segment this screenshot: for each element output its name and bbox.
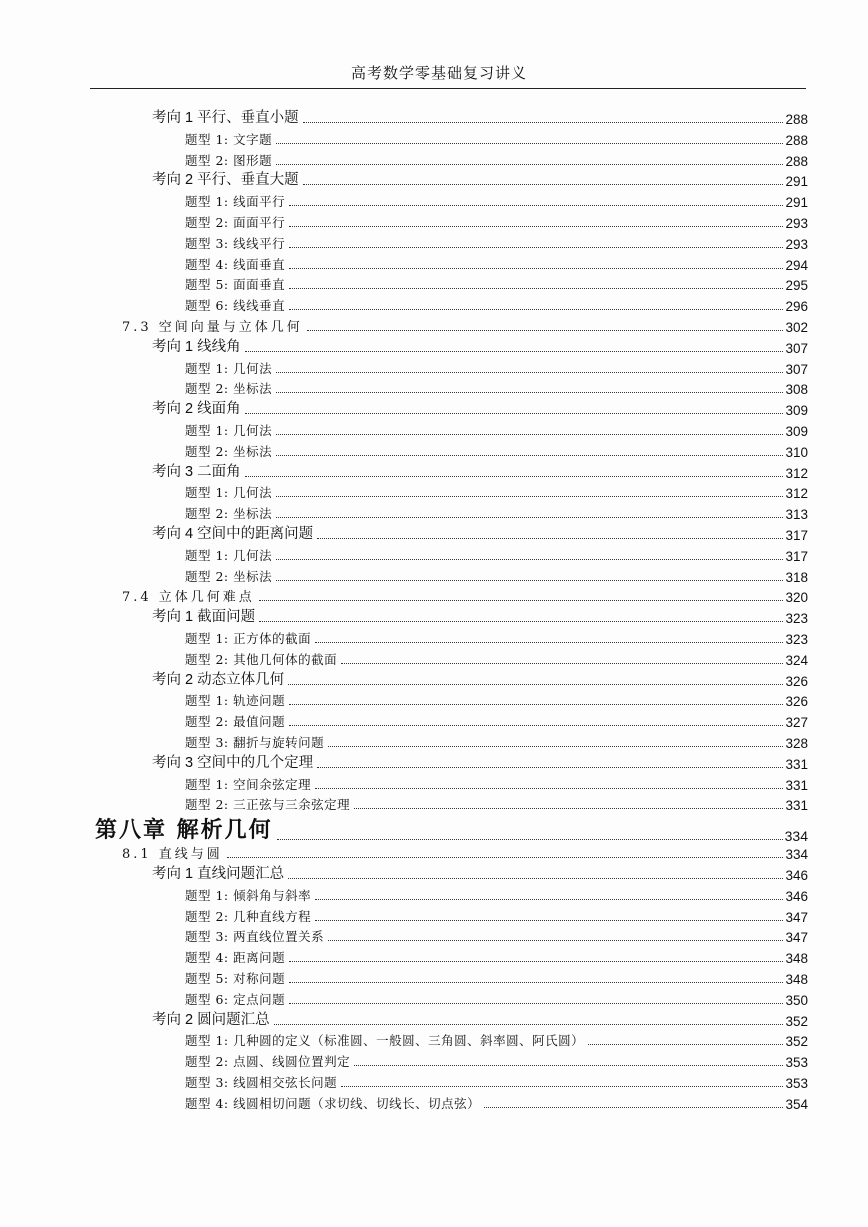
toc-leader-dots [341,663,783,664]
toc-entry-page: 350 [785,992,808,1008]
toc-entry[interactable] [185,905,808,925]
toc-entry-label: 考向 1 平行、垂直小题 [152,110,299,126]
toc-entry-page: 312 [785,465,808,481]
toc-entry[interactable] [185,988,808,1008]
toc-entry[interactable] [152,169,808,189]
toc-entry-label: 题型 2: 图形题 [185,152,273,168]
toc-entry-label: 考向 3 二面角 [152,463,241,480]
toc-entry-label: 题型 5: 面面垂直 [185,277,286,293]
toc-entry-page: 353 [785,1076,808,1091]
toc-leader-dots [315,642,783,643]
toc-entry[interactable] [185,273,808,293]
toc-entry[interactable] [152,398,808,418]
toc-entry-page: 328 [785,736,808,751]
toc-entry[interactable] [152,1009,808,1029]
toc-leader-dots [276,517,783,518]
toc-entry-page: 334 [784,828,808,845]
toc-entry-page: 331 [785,756,808,772]
toc-entry-label: 题型 2: 坐标法 [185,506,273,522]
toc-entry-label: 题型 6: 定点问题 [185,991,286,1007]
toc-entry-label: 考向 2 圆问题汇总 [152,1011,270,1028]
toc-leader-dots [289,247,783,248]
toc-leader-dots [245,351,784,352]
toc-entry[interactable] [185,1092,808,1112]
toc-entry-label: 题型 2: 坐标法 [185,443,273,459]
toc-entry-page: 288 [785,153,808,169]
toc-entry[interactable] [185,294,808,314]
toc-entry-page: 346 [785,868,808,883]
toc-leader-dots [277,839,783,840]
toc-entry-label: 8.1 直线与圆 [122,847,223,863]
toc-entry-page: 307 [785,361,808,377]
toc-leader-dots [303,184,784,185]
toc-entry-page: 309 [785,424,808,439]
toc-entry[interactable] [185,149,808,169]
toc-leader-dots [259,600,784,601]
toc-leader-dots [288,878,783,879]
toc-entry[interactable] [185,419,808,439]
toc-entry[interactable] [185,211,808,231]
toc-entry-page: 288 [785,112,808,127]
toc-entry-label: 题型 2: 其他几何体的截面 [185,651,338,667]
toc-leader-dots [588,1044,783,1045]
toc-entry-page: 323 [785,611,808,627]
toc-entry-label: 7.4 立体几何难点 [122,590,255,606]
toc-leader-dots [317,538,783,539]
toc-entry[interactable] [185,190,808,210]
toc-leader-dots [289,268,783,269]
toc-entry-label: 题型 4: 线面垂直 [185,256,286,272]
toc-entry[interactable] [152,336,808,356]
toc-entry-label: 题型 2: 坐标法 [185,381,273,397]
toc-entry-label: 题型 2: 点圆、线圆位置判定 [185,1054,351,1070]
toc-entry[interactable] [122,585,808,605]
toc-entry[interactable] [185,627,808,647]
toc-entry[interactable] [185,232,808,252]
toc-leader-dots [274,1024,784,1025]
toc-entry-label: 题型 6: 线线垂直 [185,298,286,314]
toc-entry-label: 题型 2: 最值问题 [185,714,286,730]
toc-entry[interactable] [152,669,808,689]
toc-entry-page: 353 [785,1055,808,1071]
toc-entry-label: 题型 1: 几何法 [185,485,273,501]
toc-entry-page: 317 [785,548,808,564]
toc-entry[interactable] [185,440,808,460]
toc-leader-dots [315,788,783,789]
toc-entry-page: 293 [785,216,808,231]
toc-entry-label: 题型 2: 面面平行 [185,215,286,230]
toc-entry-label: 考向 2 平行、垂直大题 [152,172,299,189]
toc-entry[interactable] [95,814,808,844]
toc-entry-label: 考向 4 空间中的距离问题 [152,526,314,542]
toc-entry[interactable] [152,752,808,772]
toc-entry-page: 348 [785,951,808,967]
toc-entry[interactable] [152,606,808,626]
toc-entry-page: 318 [785,569,808,585]
toc-entry-label: 题型 2: 坐标法 [185,568,273,584]
toc-leader-dots [276,434,783,435]
toc-leader-dots [484,1107,783,1108]
toc-entry-page: 331 [785,777,808,793]
toc-leader-dots [341,1086,783,1087]
toc-entry[interactable] [185,967,808,987]
toc-leader-dots [307,330,784,331]
toc-entry[interactable] [185,884,808,904]
toc-entry[interactable] [185,357,808,377]
toc-leader-dots [289,982,783,983]
toc-leader-dots [289,725,783,726]
toc-entry-page: 320 [785,590,808,606]
toc-entry[interactable] [185,481,808,501]
toc-leader-dots [289,226,783,227]
toc-entry-label: 题型 1: 倾斜角与斜率 [185,887,312,903]
toc-leader-dots [227,857,784,858]
toc-entry[interactable] [185,773,808,793]
toc-entry-page: 324 [785,652,808,668]
toc-entry-label: 题型 3: 两直线位置关系 [185,929,325,945]
toc-entry-label: 7.3 空间向量与立体几何 [122,320,303,335]
toc-entry[interactable] [152,863,808,883]
toc-entry-page: 293 [785,236,808,252]
toc-entry[interactable] [185,648,808,668]
toc-entry[interactable] [185,544,808,564]
toc-entry[interactable] [122,842,808,862]
toc-entry-label: 考向 1 线线角 [152,338,241,355]
toc-entry-page: 347 [785,930,808,946]
toc-entry-label: 考向 2 动态立体几何 [152,671,285,688]
toc-entry-page: 309 [785,403,808,419]
toc-leader-dots [289,288,783,289]
toc-entry-page: 317 [785,528,808,543]
toc-leader-dots [276,580,783,581]
toc-entry-page: 308 [785,382,808,398]
page-header-title: 高考数学零基础复习讲义 [350,64,527,82]
toc-leader-dots [276,143,783,144]
header-divider [90,88,806,89]
toc-entry[interactable] [185,946,808,966]
toc-entry[interactable] [185,128,808,148]
toc-entry-label: 题型 4: 线圆相切问题（求切线、切线长、切点弦） [185,1095,481,1111]
toc-entry-page: 331 [785,798,808,814]
toc-entry-page: 291 [785,174,808,190]
toc-leader-dots [245,476,784,477]
toc-entry[interactable] [185,925,808,945]
toc-entry[interactable] [152,461,808,481]
toc-entry-page: 327 [785,715,808,731]
toc-entry-label: 考向 1 直线问题汇总 [152,866,285,882]
toc-entry[interactable] [185,377,808,397]
toc-leader-dots [276,559,783,560]
toc-entry-label: 题型 3: 线线平行 [185,235,286,251]
toc-entry-label: 题型 1: 线面平行 [185,194,286,210]
toc-entry[interactable] [185,253,808,273]
toc-leader-dots [289,961,783,962]
toc-entry-page: 326 [785,673,808,689]
toc-leader-dots [315,920,783,921]
toc-entry-label: 题型 2: 三正弦与三余弦定理 [185,797,351,813]
toc-entry[interactable] [185,1050,808,1070]
toc-entry-page: 354 [785,1096,808,1112]
toc-entry-label: 题型 3: 线圆相交弦长问题 [185,1075,338,1090]
toc-leader-dots [317,767,783,768]
toc-entry-label: 考向 2 线面角 [152,401,241,418]
toc-entry-page: 294 [785,257,808,273]
toc-entry-label: 题型 5: 对称问题 [185,971,286,986]
toc-entry-page: 291 [785,195,808,211]
toc-entry[interactable] [122,315,808,335]
toc-entry-label: 题型 2: 几种直线方程 [185,908,312,924]
toc-entry[interactable] [185,1029,808,1049]
toc-entry[interactable] [185,689,808,709]
toc-entry-label: 题型 1: 几何法 [185,423,273,438]
toc-entry-page: 295 [785,278,808,294]
toc-entry-label: 题型 1: 文字题 [185,131,273,147]
toc-entry[interactable] [152,107,808,127]
toc-entry-page: 352 [785,1013,808,1029]
toc-entry[interactable] [185,502,808,522]
toc-leader-dots [289,309,783,310]
toc-entry-page: 352 [785,1034,808,1050]
toc-entry[interactable] [152,523,808,543]
toc-entry-page: 307 [785,340,808,356]
toc-entry-label: 第八章 解析几何 [95,818,273,844]
toc-leader-dots [276,392,783,393]
toc-entry-label: 考向 3 空间中的几个定理 [152,754,314,771]
toc-leader-dots [354,1065,783,1066]
toc-entry-label: 题型 1: 几种圆的定义（标准圆、一般圆、三角圆、斜率圆、阿氏圆） [185,1033,585,1049]
toc-entry[interactable] [185,710,808,730]
toc-leader-dots [245,413,784,414]
toc-leader-dots [289,1003,783,1004]
toc-leader-dots [276,496,783,497]
toc-entry-label: 题型 1: 空间余弦定理 [185,776,312,792]
toc-leader-dots [289,205,783,206]
toc-entry-page: 310 [785,444,808,460]
toc-entry-page: 326 [785,694,808,710]
toc-entry[interactable] [185,731,808,751]
toc-entry-page: 313 [785,507,808,523]
toc-leader-dots [276,455,783,456]
toc-entry-label: 题型 1: 轨迹问题 [185,693,286,709]
toc-entry-page: 296 [785,299,808,315]
toc-entry-label: 题型 1: 几何法 [185,360,273,376]
toc-leader-dots [288,684,783,685]
toc-entry-page: 288 [785,132,808,148]
toc-entry-page: 334 [785,847,808,863]
toc-leader-dots [328,940,783,941]
toc-entry-label: 考向 1 截面问题 [152,609,256,626]
toc-leader-dots [315,899,783,900]
toc-entry-label: 题型 3: 翻折与旋转问题 [185,735,325,750]
toc-entry-page: 347 [785,909,808,925]
toc-leader-dots [303,122,784,123]
toc-entry-page: 323 [785,632,808,647]
toc-entry-page: 302 [785,320,808,335]
toc-entry-label: 题型 1: 正方体的截面 [185,631,312,646]
toc-entry-label: 题型 4: 距离问题 [185,950,286,966]
toc-entry[interactable] [185,1071,808,1091]
toc-leader-dots [276,372,783,373]
toc-entry[interactable] [185,565,808,585]
toc-leader-dots [328,746,783,747]
toc-entry-label: 题型 1: 几何法 [185,547,273,563]
toc-leader-dots [289,704,783,705]
toc-entry-page: 348 [785,972,808,987]
toc-leader-dots [276,164,783,165]
toc-entry-page: 346 [785,888,808,904]
toc-entry-page: 312 [785,486,808,502]
toc-leader-dots [354,808,783,809]
toc-entry[interactable] [185,793,808,813]
toc-leader-dots [259,621,783,622]
